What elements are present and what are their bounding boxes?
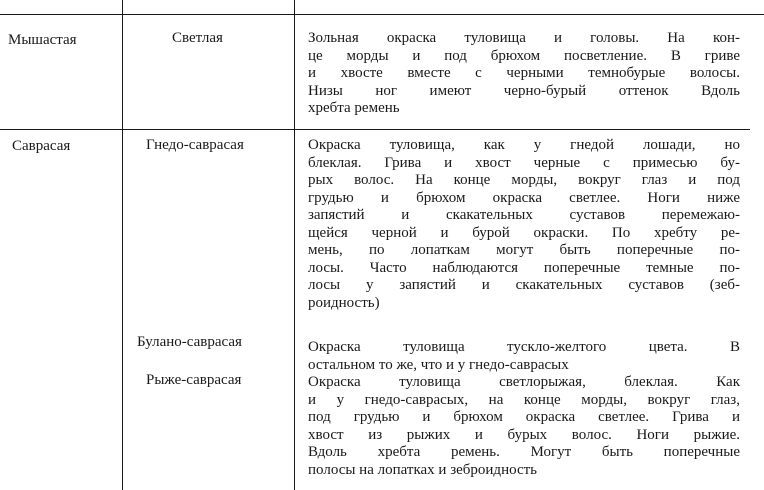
description-line: Вдоль хребта ремень. Могут быть поперечные: [308, 444, 740, 460]
description-line: мень, по лопаткам могут быть поперечные по-: [308, 242, 740, 258]
description-line: це морды и под брюхом посветление. В гриве: [308, 47, 740, 64]
description-line: лосы у запястий и скакательных суставов (зеб-: [308, 277, 740, 293]
column-divider-2: [294, 0, 295, 490]
header-rule-right: [296, 14, 764, 15]
description-line: Низы ног имеют черно-бурый оттенок Вдоль: [308, 82, 740, 99]
description-line: и хвосте вместе с черными темнобурые волосы.: [308, 65, 740, 81]
row-divider: [0, 129, 750, 130]
variant-description: [308, 339, 740, 374]
description-line: блеклая. Грива и хвост черные с примесью бу-: [308, 154, 740, 171]
description-line: хвост из рыжих и бурых волос. Ноги рыжие.: [308, 426, 740, 443]
breed-name: Саврасая: [12, 138, 71, 154]
description-line: лосы. Часто наблюдаются поперечные темные по-: [308, 259, 740, 276]
description-line: Окраска туловища светлорыжая, блеклая. Как: [308, 374, 740, 390]
variant-description: [308, 137, 740, 312]
column-divider-1: [122, 0, 123, 490]
description-line: грудью и брюхом окраска светлее. Ноги ниже: [308, 189, 740, 206]
description-line: и у гнедо-саврасых, на конце морды, вокруг глаз,: [308, 391, 740, 408]
description-line: щейся черной и бурой окраски. По хребту ре-: [308, 224, 740, 241]
breed-name: Мышастая: [8, 32, 77, 48]
variant-name: Гнедо-саврасая: [146, 137, 244, 153]
description-line: Окраска туловища, как у гнедой лошади, но: [308, 137, 740, 153]
description-line: под грудью и брюхом окраска светлее. Грива и: [308, 409, 740, 425]
variant-description: [308, 30, 740, 118]
variant-name: Светлая: [172, 30, 223, 46]
variant-name: Рыже-саврасая: [146, 372, 242, 388]
header-rule-left: [0, 14, 296, 15]
description-line: остальном то же, что и у гнедо-саврасых: [308, 356, 569, 373]
description-line: Зольная окраска туловища и головы. На кон-: [308, 30, 740, 46]
description-line: роидность): [308, 294, 380, 311]
variant-description: [308, 374, 740, 479]
description-line: полосы на лопатках и зеброидность: [308, 461, 538, 478]
description-line: хребта ремень: [308, 100, 400, 116]
description-line: рых волос. На конце морды, вокруг глаз и под: [308, 172, 740, 188]
description-line: запястий и скакательных суставов перемежаю-: [308, 207, 740, 223]
description-line: Окраска туловища тускло-желтого цвета. В: [308, 339, 740, 355]
variant-name: Булано-саврасая: [137, 334, 242, 350]
